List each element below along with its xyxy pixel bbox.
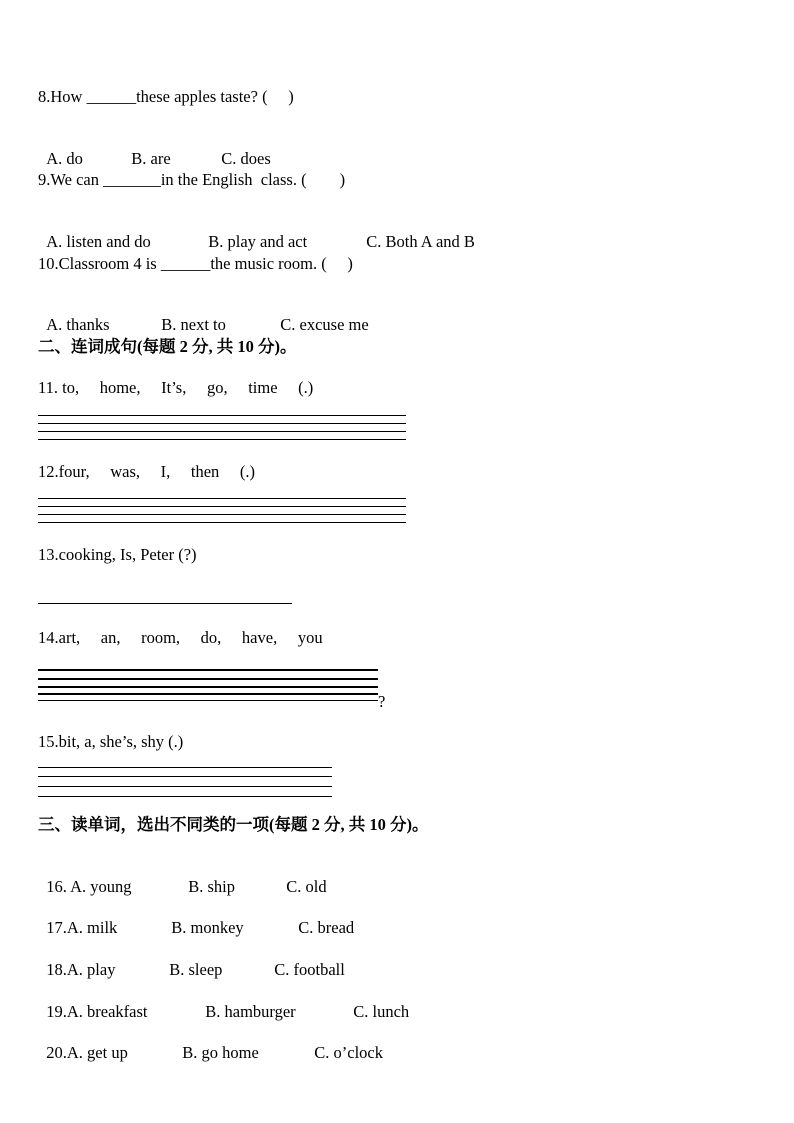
option-c: C. football <box>274 960 345 979</box>
question-mark: ? <box>378 692 386 711</box>
question-17 <box>38 898 354 938</box>
option-b: B. play and act <box>208 232 308 251</box>
question-8-options <box>38 129 271 169</box>
option-a: 17.A. milk <box>46 918 118 937</box>
question-20 <box>38 1023 383 1063</box>
option-b: B. next to <box>161 315 226 334</box>
option-b: B. are <box>131 149 171 168</box>
question-19 <box>38 982 409 1022</box>
option-b: B. sleep <box>169 960 223 979</box>
question-16 <box>38 857 327 897</box>
option-a: 16. A. young <box>46 877 132 896</box>
answer-line <box>38 498 406 499</box>
option-c: C. excuse me <box>280 315 369 334</box>
option-a: 18.A. play <box>46 960 116 979</box>
answer-line <box>38 431 406 432</box>
answer-line <box>38 776 332 777</box>
question-15-words: 15.bit, a, she’s, shy (.) <box>38 732 184 751</box>
option-a: 20.A. get up <box>46 1043 128 1062</box>
option-b: B. ship <box>188 877 236 896</box>
option-c: C. lunch <box>353 1002 410 1021</box>
question-13-words: 13.cooking, Is, Peter (?) <box>38 545 197 564</box>
option-b: B. hamburger <box>205 1002 296 1021</box>
option-c: C. bread <box>298 918 355 937</box>
question-14-words: 14.art, an, room, do, have, you <box>38 628 323 647</box>
question-12-words: 12.four, was, I, then (.) <box>38 462 256 481</box>
answer-line <box>38 700 378 701</box>
answer-line <box>38 796 332 797</box>
option-a: A. listen and do <box>46 232 151 251</box>
answer-line <box>38 415 406 416</box>
section-2-heading: 二、连词成句(每题 2 分, 共 10 分)。 <box>38 337 297 356</box>
question-9-stem: 9.We can _______in the English class. ( ) <box>38 170 346 189</box>
option-c: C. does <box>221 149 271 168</box>
answer-line <box>38 439 406 440</box>
answer-line <box>38 686 378 688</box>
question-8-stem: 8.How ______these apples taste? ( ) <box>38 87 294 106</box>
question-10-stem: 10.Classroom 4 is ______the music room. ( ) <box>38 254 353 273</box>
option-c: C. old <box>286 877 327 896</box>
option-a: A. do <box>46 149 83 168</box>
option-c: C. Both A and B <box>366 232 475 251</box>
option-c: C. o’clock <box>314 1043 383 1062</box>
answer-line <box>38 678 378 680</box>
answer-line <box>38 786 332 787</box>
answer-line <box>38 669 378 671</box>
answer-line <box>38 693 378 695</box>
option-b: B. monkey <box>171 918 244 937</box>
question-9-options <box>38 212 475 252</box>
answer-line <box>38 603 292 604</box>
answer-line <box>38 423 406 424</box>
answer-line <box>38 514 406 515</box>
option-a: A. thanks <box>46 315 110 334</box>
section-3-heading: 三、读单词，选出不同类的一项(每题 2 分, 共 10 分)。 <box>38 815 429 834</box>
answer-line <box>38 522 406 523</box>
answer-line <box>38 767 332 768</box>
option-b: B. go home <box>182 1043 259 1062</box>
option-a: 19.A. breakfast <box>46 1002 148 1021</box>
answer-line <box>38 506 406 507</box>
question-11-words: 11. to, home, It’s, go, time (.) <box>38 378 314 397</box>
question-18 <box>38 940 345 980</box>
question-10-options <box>38 295 369 335</box>
